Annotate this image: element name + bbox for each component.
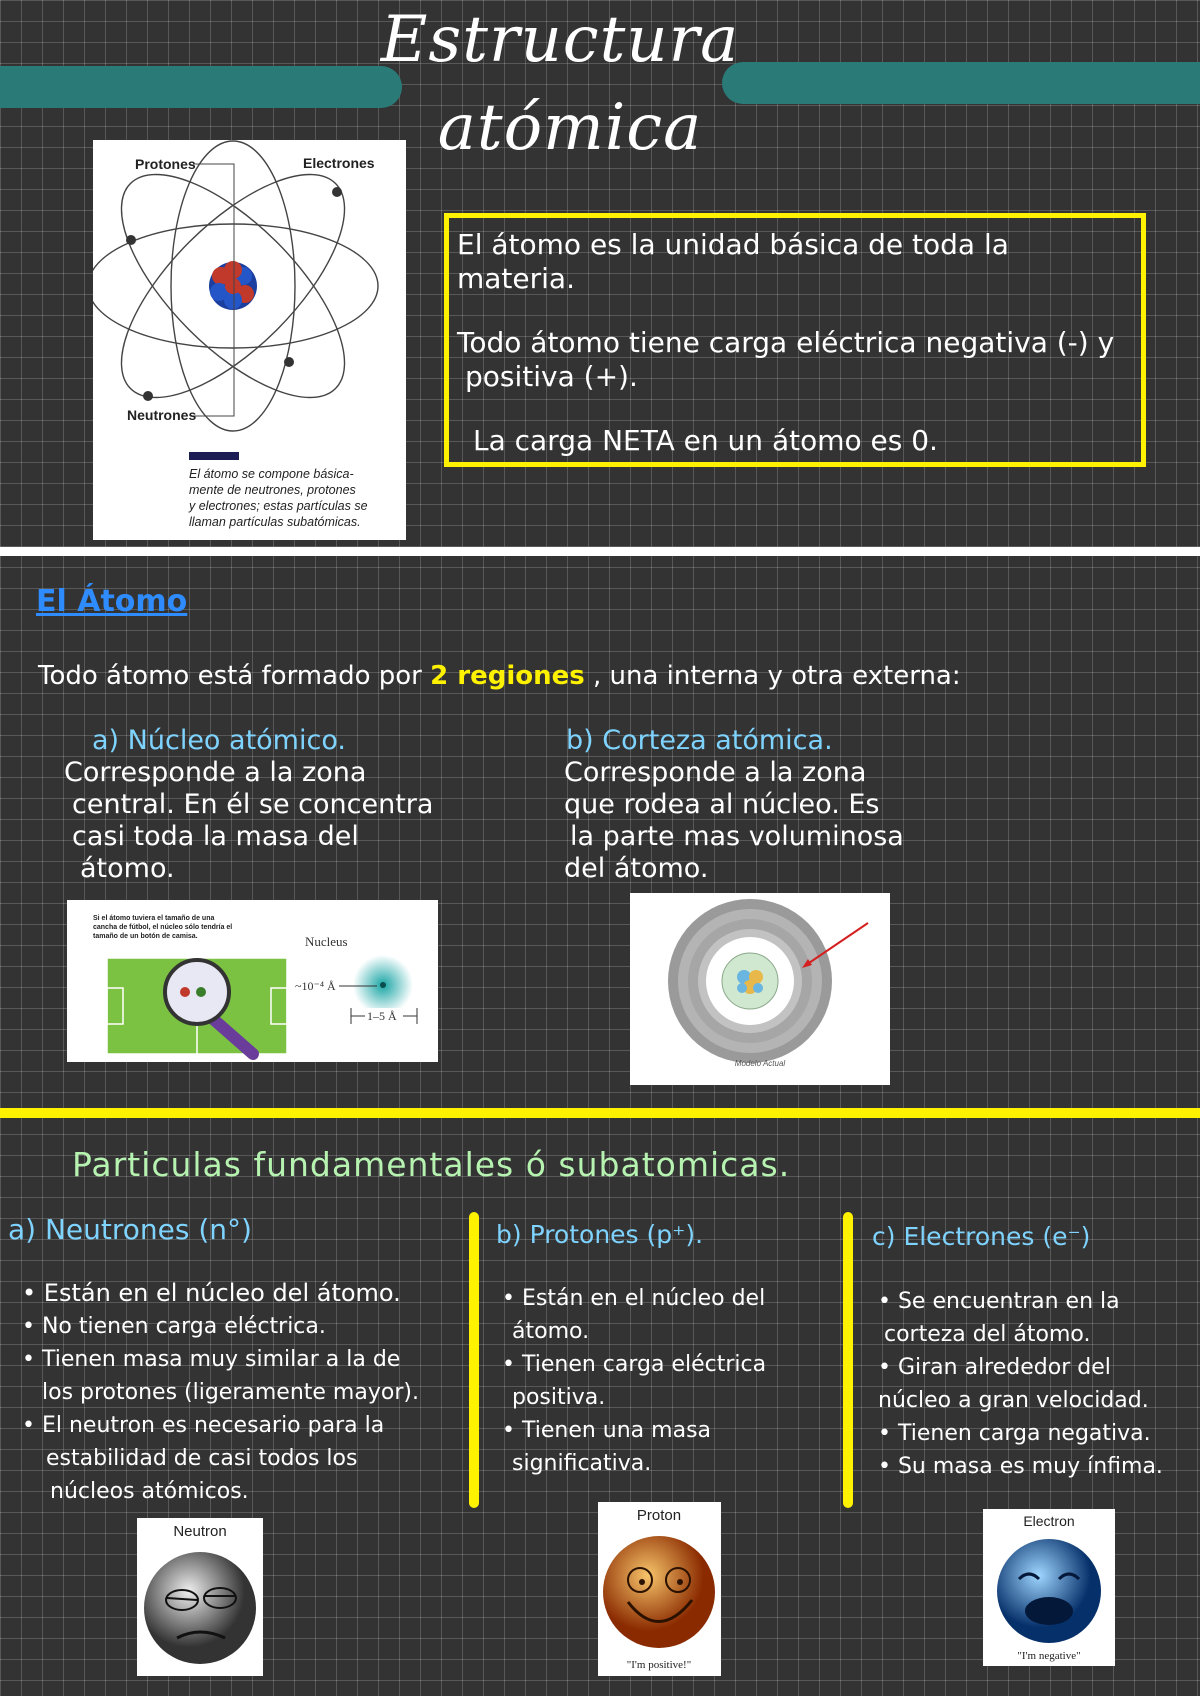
neutron-face-icon (144, 1552, 256, 1664)
protons-line-5: • Tienen una masa (502, 1418, 712, 1443)
atom-intro-highlight: 2 regiones (430, 661, 585, 691)
protons-line-6: significativa. (512, 1451, 652, 1476)
neutrons-line-2: • No tienen carga eléctrica. (22, 1314, 326, 1339)
label-electrons: Electrones (303, 155, 375, 171)
neutrons-line-1: • Están en el núcleo del átomo. (22, 1279, 401, 1307)
protons-line-2: átomo. (512, 1319, 590, 1344)
field-caption-3: tamaño de un botón de camisa. (93, 933, 198, 940)
caption-line-3: y electrones; estas partículas se (189, 499, 368, 513)
cortex-heading: b) Corteza atómica. (566, 725, 833, 756)
protons-line-4: positiva. (512, 1385, 606, 1410)
electrons-line-2: corteza del átomo. (884, 1322, 1091, 1347)
atom-diagram (93, 140, 406, 540)
divider-white (0, 547, 1200, 556)
definition-line-1b: materia. (457, 262, 575, 295)
definition-line-3: La carga NETA en un átomo es 0. (473, 424, 938, 457)
proton-card-quote: "I'm positive!" (626, 1659, 692, 1671)
electrons-line-1: • Se encuentran en la (878, 1289, 1120, 1314)
field-figure-panel (67, 900, 438, 1062)
proton-face-icon (603, 1536, 715, 1648)
section-title-atom: El Átomo (36, 584, 188, 619)
neutron-card-label: Neutron (173, 1523, 227, 1540)
label-protons: Protones (135, 156, 196, 172)
atom-diagram-panel (93, 140, 406, 540)
electrons-line-4: núcleo a gran velocidad. (878, 1388, 1149, 1413)
protons-line-3: • Tienen carga eléctrica (502, 1352, 767, 1377)
electron-face-figure (983, 1509, 1115, 1666)
caption-line-1: El átomo se compone básica- (189, 467, 354, 481)
protons-list (502, 1282, 832, 1480)
field-caption-2: cancha de fútbol, el núcleo sólo tendría el (93, 924, 233, 931)
neutrons-line-5: • El neutron es necesario para la (22, 1413, 385, 1438)
proton-card (598, 1502, 721, 1676)
caption-accent-bar (189, 452, 239, 460)
definition-line-1a: El átomo es la unidad básica de toda la (457, 228, 1009, 261)
neutron-card (137, 1518, 263, 1676)
nucleus-text-1: Corresponde a la zona (64, 757, 367, 788)
proton-face-figure (598, 1502, 721, 1676)
label-neutrons: Neutrones (127, 407, 197, 423)
page-title-line2: atómica (437, 91, 703, 165)
cortex-text (564, 757, 984, 885)
atom-nucleus (209, 261, 257, 310)
neutrons-line-3: • Tienen masa muy similar a la de (22, 1347, 401, 1372)
column-divider-2 (843, 1212, 853, 1508)
definition-box (444, 213, 1146, 467)
model-figure (630, 893, 890, 1085)
neutrons-heading: a) Neutrones (n°) (8, 1213, 252, 1246)
nucleus-text-3: casi toda la masa del (72, 821, 359, 852)
caption-line-4: llaman partículas subatómicas. (189, 515, 361, 529)
caption-line-2: mente de neutrones, protones (189, 483, 356, 497)
field-figure (67, 900, 438, 1062)
neutrons-line-4: los protones (ligeramente mayor). (42, 1380, 419, 1405)
header-teal-bar-right (722, 62, 1200, 104)
electrons-line-6: • Su masa es muy ínfima. (878, 1454, 1163, 1479)
scale-large: 1–5 Å (367, 1009, 397, 1023)
neutrons-line-7: núcleos atómicos. (50, 1479, 249, 1504)
atom-intro (38, 660, 1158, 692)
scale-small: ~10⁻⁴ Å (295, 979, 336, 993)
electron-card-label: Electron (1023, 1513, 1075, 1529)
particles-title: Particulas fundamentales ó subatomicas. (72, 1145, 791, 1184)
cortex-text-3: la parte mas voluminosa (570, 821, 904, 852)
neutron-face-figure (137, 1518, 263, 1676)
nucleus-text (64, 757, 484, 885)
cortex-text-1: Corresponde a la zona (564, 757, 867, 788)
column-divider-1 (469, 1212, 479, 1508)
cortex-text-2: que rodea al núcleo. Es (564, 789, 880, 820)
page-title-line1: Estructura (380, 3, 740, 77)
electrons-line-3: • Giran alrededor del (878, 1355, 1111, 1380)
proton-card-label: Proton (636, 1507, 682, 1524)
nucleus-heading: a) Núcleo atómico. (92, 725, 346, 756)
electron-face-icon (997, 1539, 1101, 1643)
definition-line-2a: Todo átomo tiene carga eléctrica negativa (-) y (457, 326, 1115, 359)
definition-line-2b: positiva (+). (465, 360, 638, 393)
model-figure-panel (630, 893, 890, 1085)
header-teal-bar-left (0, 66, 402, 108)
field-caption-1: Si el átomo tuviera el tamaño de una (93, 915, 215, 922)
atom-intro-before: Todo átomo está formado por (38, 661, 431, 691)
protons-line-1: • Están en el núcleo del (502, 1286, 766, 1311)
electrons-line-5: • Tienen carga negativa. (878, 1421, 1151, 1446)
nucleus-text-2: central. En él se concentra (72, 789, 434, 820)
atom-intro-after: , una interna y otra externa: (592, 661, 961, 691)
neutrons-list (22, 1277, 466, 1508)
cortex-text-4: del átomo. (564, 853, 709, 884)
electron-card-quote: "I'm negative" (1017, 1650, 1081, 1662)
nucleus-label: Nucleus (305, 934, 348, 949)
electrons-heading: c) Electrones (e⁻) (872, 1222, 1091, 1251)
protons-heading: b) Protones (p⁺). (496, 1220, 704, 1249)
model-caption: Modelo Actual (734, 1059, 786, 1068)
divider-yellow (0, 1108, 1200, 1118)
electrons-list (878, 1285, 1194, 1483)
neutrons-line-6: estabilidad de casi todos los (46, 1446, 358, 1471)
nucleus-text-4: átomo. (80, 853, 175, 884)
electron-card (983, 1509, 1115, 1666)
